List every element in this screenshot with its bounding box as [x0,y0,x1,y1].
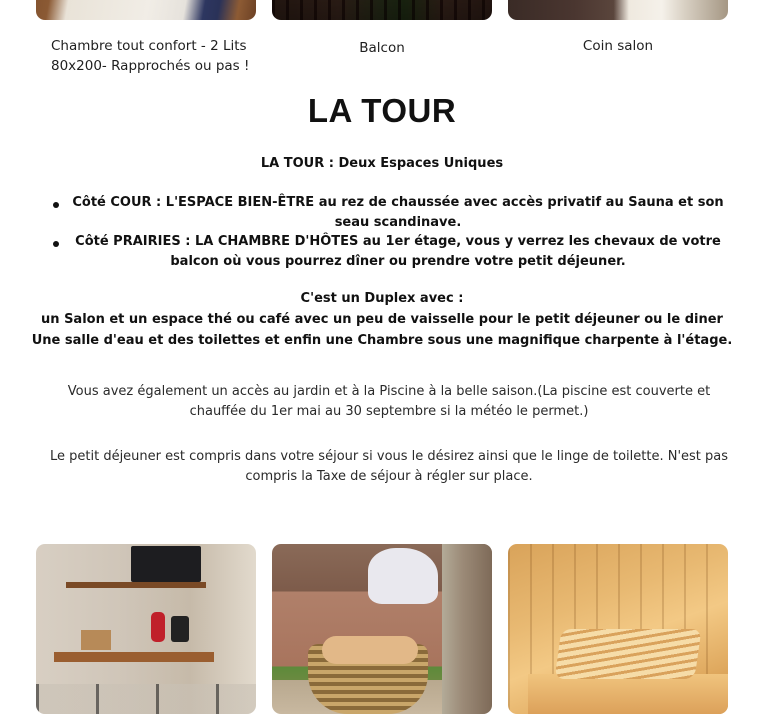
microwave-shape [131,546,201,582]
caption-balcon: Balcon [359,40,405,56]
headrest-shape [554,629,701,679]
duplex-description [0,288,764,351]
features-list [50,193,730,271]
paragraph-petit-dejeuner: Le petit déjeuner est compris dans votre séjour si vous le désirez ainsi que le linge de toilette. N'est pas compris la Taxe de séjour à régler sur place. [49,449,729,484]
bullet-icon [53,241,59,247]
photo-sauna [508,544,728,714]
bullet-icon [53,202,59,208]
photo-balcon [272,0,492,20]
photo-salon [508,0,728,20]
horse-figure-shape [368,548,438,604]
feature-item-cour [50,193,730,232]
chairs-shape [36,684,256,714]
bench-shape [528,674,728,714]
photo-panier-petit-dejeuner [272,544,492,714]
duplex-line-2: Une salle d'eau et des toilettes et enfin une Chambre sous une magnifique charpente à l'étage. [31,333,733,348]
shelf-shape [66,582,206,588]
paragraph-jardin-piscine: Vous avez également un accès au jardin et à la Piscine à la belle saison.(La piscine est couverte et chauffée du 1er mai au 30 septembre si la météo le permet.) [67,384,711,419]
photo-chambre [36,0,256,20]
feature-item-prairies [50,232,730,271]
kettle-shape [171,616,189,642]
feature-text: Côté PRAIRIES : LA CHAMBRE D'HÔTES au 1er étage, vous y verrez les chevaux de votre balcon où vous pourrez dîner ou prendre votre petit déjeuner. [75,234,721,269]
caption-salon: Coin salon [582,38,654,54]
coffee-machine-shape [151,612,165,642]
feature-text: Côté COUR : L'ESPACE BIEN-ÊTRE au rez de chaussée avec accès privatif au Sauna et son seau scandinave. [72,195,724,230]
section-subtitle: LA TOUR : Deux Espaces Uniques [260,156,504,171]
photo-coin-the-cafe [36,544,256,714]
duplex-line-1: un Salon et un espace thé ou café avec un peu de vaisselle pour le petit déjeuner ou le diner [41,312,723,327]
duplex-intro: C'est un Duplex avec : [300,291,464,306]
box-shape [81,630,111,650]
caption-chambre: Chambre tout confort - 2 Lits 80x200- Rapprochés ou pas ! [51,38,250,74]
pillar-shape [442,544,492,714]
section-title: LA TOUR [307,92,457,129]
bread-shape [322,636,418,664]
shelf-shape [54,652,214,662]
